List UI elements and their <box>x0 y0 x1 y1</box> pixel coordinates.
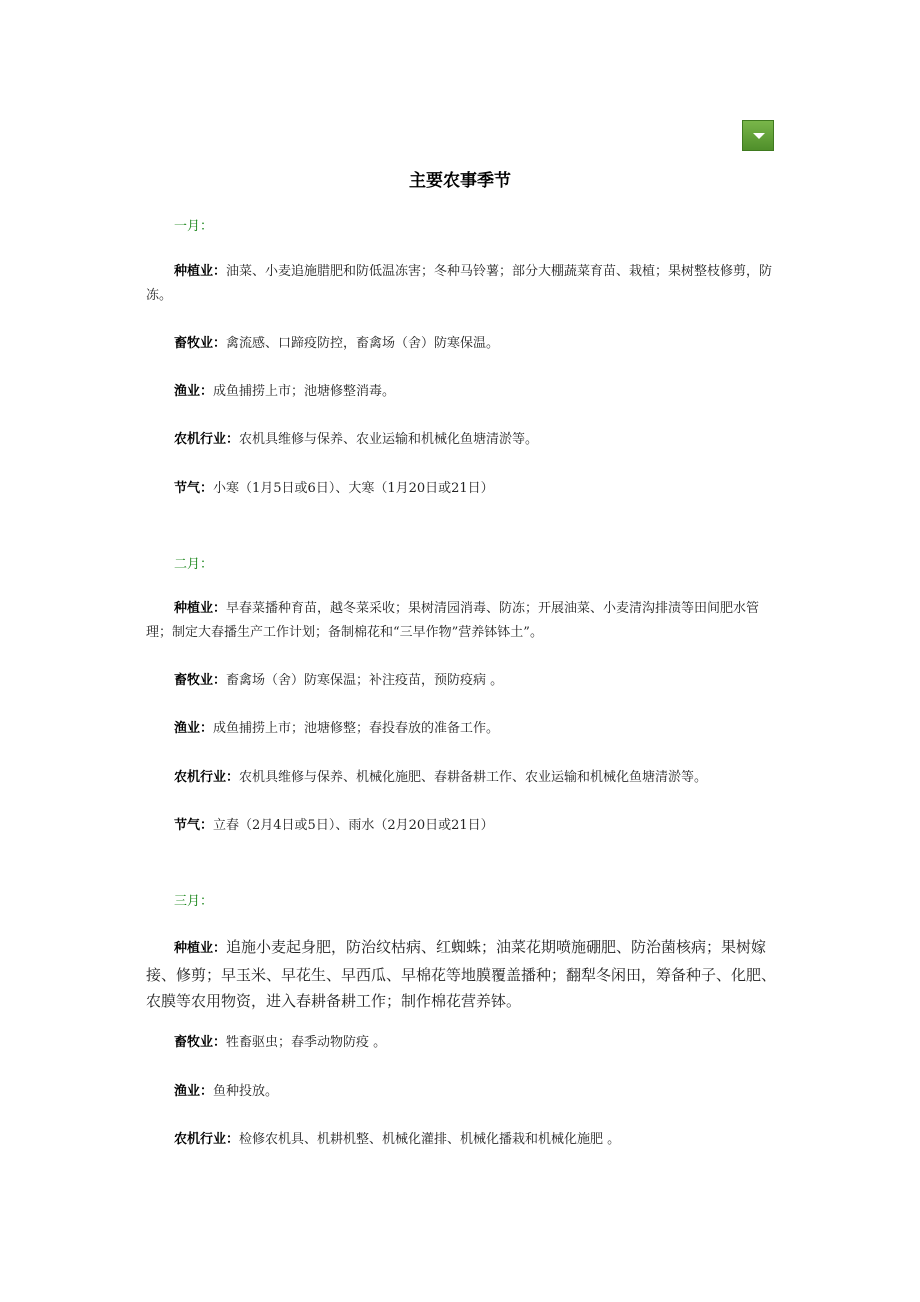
paragraph-mar-livestock <box>146 1031 776 1055</box>
paragraph-jan-planting <box>146 260 776 308</box>
paragraph-label: 种植业： <box>174 941 227 956</box>
paragraph-label: 节气： <box>174 481 214 496</box>
paragraph-jan-livestock <box>146 332 776 356</box>
dropdown-button[interactable] <box>742 120 774 151</box>
paragraph-jan-solar-terms <box>146 477 776 501</box>
month-heading-february: 二月： <box>174 557 214 572</box>
paragraph-feb-fishery <box>146 717 776 741</box>
paragraph-label: 农机行业： <box>174 432 240 447</box>
paragraph-text: 小寒（1月5日或6日）、大寒（1月20日或21日） <box>213 481 494 496</box>
paragraph-mar-machinery <box>146 1128 776 1152</box>
paragraph-text: 成鱼捕捞上市；池塘修整消毒。 <box>213 384 396 399</box>
paragraph-text: 追施小麦起身肥，防治纹枯病、红蜘蛛；油菜花期喷施硼肥、防治菌核病；果树嫁接、修剪；早玉米、早花生、早西瓜、早棉花等地膜覆盖播种；翻犁冬闲田，筹备种子、化肥、农膜等农用物资，进入春耕备耕工作；制作棉花营养钵。 <box>146 938 777 1010</box>
paragraph-jan-fishery <box>146 380 776 404</box>
paragraph-label: 畜牧业： <box>174 1035 227 1050</box>
chevron-down-icon <box>753 133 765 139</box>
page-title: 主要农事季节 <box>409 171 511 191</box>
paragraph-text: 检修农机具、机耕机整、机械化灌排、机械化播栽和机械化施肥 。 <box>239 1132 621 1147</box>
month-heading-march: 三月： <box>174 894 214 909</box>
paragraph-label: 农机行业： <box>174 770 240 785</box>
paragraph-jan-machinery <box>146 428 776 452</box>
paragraph-text: 畜禽场（舍）防寒保温；补注疫苗，预防疫病 。 <box>226 673 504 688</box>
paragraph-label: 渔业： <box>174 1084 214 1099</box>
paragraph-mar-fishery <box>146 1080 776 1104</box>
paragraph-text: 油菜、小麦追施腊肥和防低温冻害；冬种马铃薯；部分大棚蔬菜育苗、栽植；果树整枝修剪，防冻。 <box>146 264 773 303</box>
paragraph-label: 畜牧业： <box>174 673 227 688</box>
paragraph-label: 渔业： <box>174 721 214 736</box>
paragraph-text: 农机具维修与保养、农业运输和机械化鱼塘清淤等。 <box>239 432 539 447</box>
paragraph-feb-solar-terms <box>146 814 776 838</box>
paragraph-text: 成鱼捕捞上市；池塘修整；春投春放的准备工作。 <box>213 721 500 736</box>
paragraph-text: 立春（2月4日或5日）、雨水（2月20日或21日） <box>213 818 494 833</box>
paragraph-text: 牲畜驱虫；春季动物防疫 。 <box>226 1035 387 1050</box>
paragraph-text: 鱼种投放。 <box>213 1084 279 1099</box>
paragraph-label: 农机行业： <box>174 1132 240 1147</box>
paragraph-feb-planting <box>146 597 776 645</box>
paragraph-text: 农机具维修与保养、机械化施肥、春耕备耕工作、农业运输和机械化鱼塘清淤等。 <box>239 770 708 785</box>
month-heading-january: 一月： <box>174 219 214 234</box>
paragraph-label: 畜牧业： <box>174 336 227 351</box>
paragraph-label: 渔业： <box>174 384 214 399</box>
paragraph-text: 早春菜播种育苗，越冬菜采收；果树清园消毒、防冻；开展油菜、小麦清沟排渍等田间肥水管理；制定大春播生产工作计划；备制棉花和“三早作物”营养钵钵土”。 <box>146 601 760 640</box>
paragraph-text: 禽流感、口蹄疫防控，畜禽场（舍）防寒保温。 <box>226 336 500 351</box>
paragraph-label: 种植业： <box>174 601 227 616</box>
paragraph-mar-planting <box>146 934 776 1014</box>
paragraph-label: 节气： <box>174 818 214 833</box>
paragraph-label: 种植业： <box>174 264 227 279</box>
paragraph-feb-livestock <box>146 669 776 693</box>
paragraph-feb-machinery <box>146 766 776 790</box>
